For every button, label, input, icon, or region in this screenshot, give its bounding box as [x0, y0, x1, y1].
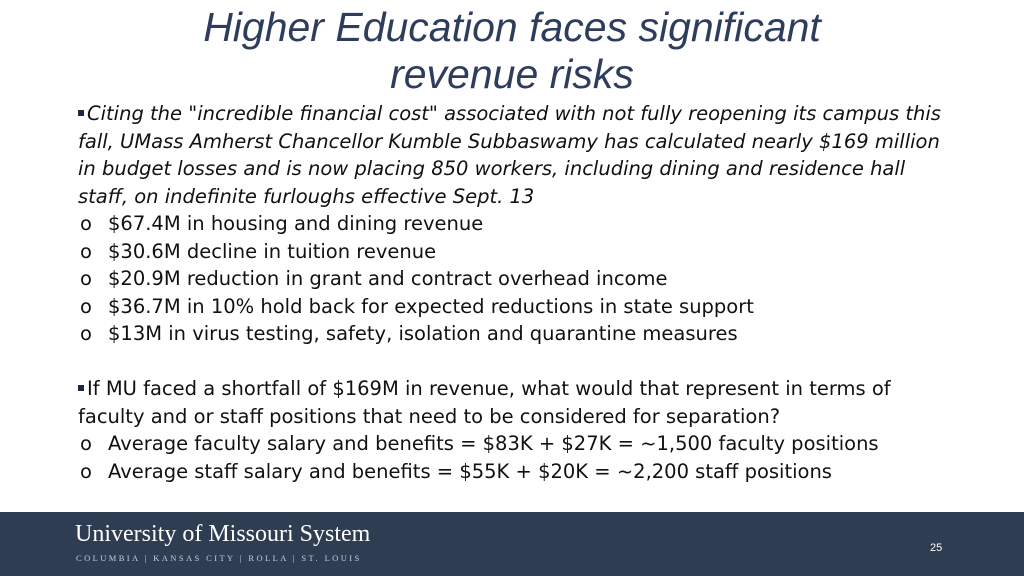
- slide-title-line-2: revenue risks: [390, 51, 634, 97]
- list-item: o $67.4M in housing and dining revenue: [78, 210, 958, 238]
- circle-bullet-icon: o: [80, 212, 92, 235]
- umass-paragraph-text: Citing the "incredible financial cost" associated with not fully reopening its campus this fall, UMass Amherst Chancellor Kumble Subbaswamy has calculated nearly $169 million in budget losses and is now placing 850 workers, including dining and residence hall staff, on indefinite furloughs effective Sept. 13: [78, 102, 941, 208]
- list-item: o $20.9M reduction in grant and contract overhead income: [78, 265, 958, 293]
- list-item: o $36.7M in 10% hold back for expected reductions in state support: [78, 293, 958, 321]
- list-item: o $30.6M decline in tuition revenue: [78, 238, 958, 266]
- circle-bullet-icon: o: [80, 459, 92, 483]
- footer-bar: [0, 512, 1024, 576]
- umass-paragraph: [78, 100, 958, 210]
- circle-bullet-icon: o: [80, 267, 92, 290]
- page-number: 25: [930, 542, 943, 554]
- circle-bullet-icon: o: [80, 294, 92, 318]
- campus-list: COLUMBIA | KANSAS CITY | ROLLA | ST. LOUIS: [76, 553, 362, 563]
- org-logo-text: University of Missouri System: [75, 521, 371, 547]
- mu-paragraph: [78, 375, 958, 430]
- circle-bullet-icon: o: [80, 239, 92, 263]
- list-item: o Average staff salary and benefits = $55K + $20K = ~2,200 staff positions: [78, 458, 958, 486]
- slide-body: [78, 100, 958, 485]
- mu-paragraph-text: If MU faced a shortfall of $169M in revenue, what would that represent in terms of faculty and or staff positions that need to be considered for separation?: [78, 377, 891, 428]
- slide-title-line-1: Higher Education faces significant: [203, 4, 821, 50]
- umass-loss-list: [78, 210, 958, 348]
- spacer: [78, 348, 958, 376]
- circle-bullet-icon: o: [80, 322, 92, 345]
- square-bullet-icon: [78, 385, 84, 391]
- list-item: o $13M in virus testing, safety, isolation and quarantine measures: [78, 320, 958, 348]
- list-item: o Average faculty salary and benefits = $83K + $27K = ~1,500 faculty positions: [78, 430, 958, 458]
- square-bullet-icon: [78, 110, 84, 116]
- slide-title: [0, 4, 1024, 98]
- circle-bullet-icon: o: [80, 432, 92, 455]
- mu-positions-list: [78, 430, 958, 485]
